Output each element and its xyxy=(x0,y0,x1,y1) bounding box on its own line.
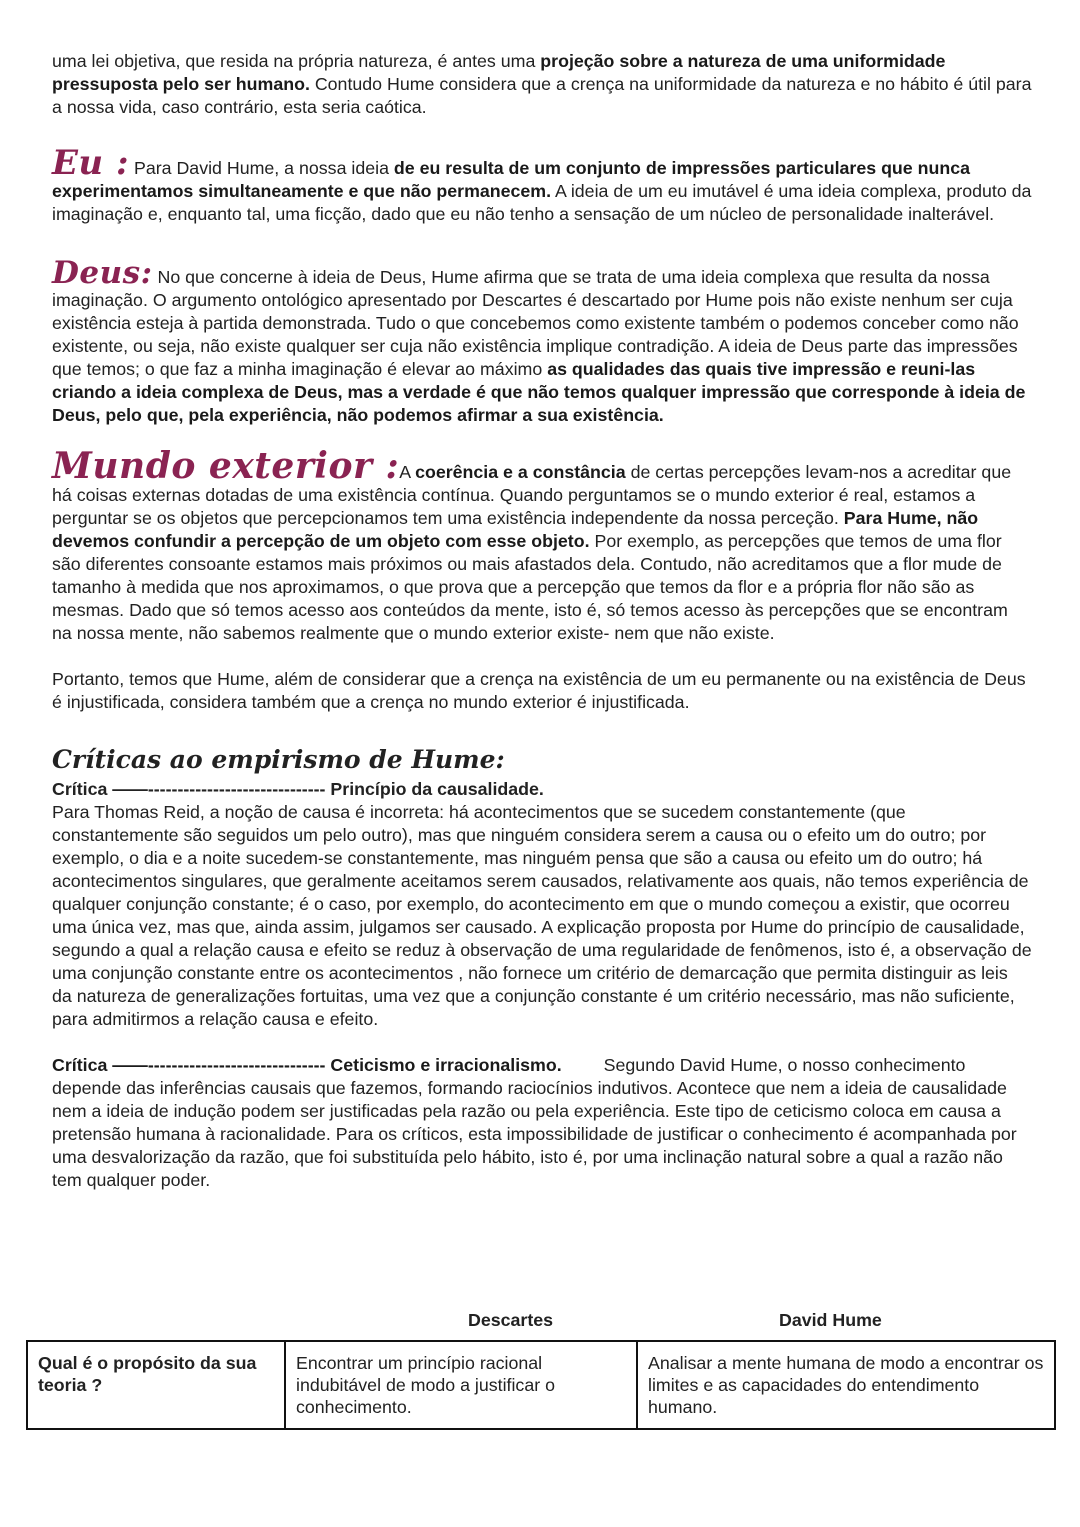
deus-bold: as qualidades das quais tive impressão e reuni-las criando a ideia complexa de Deus, mas a verdade é que não temos qualquer impressão que corresponde à ideia de Deus, pelo que, pela experiência, não podemos afirmar a sua existência. xyxy=(52,359,1026,425)
table-row xyxy=(27,1341,1055,1429)
critica-1-text: Para Thomas Reid, a noção de causa é incorreta: há acontecimentos que se sucedem constantemente (que constantemente são seguidos um pelo outro), mas que ninguém considera serem a causa ou o efeito um do outro; por exemplo, o dia e a noite sucedem-se constantemente, mas ninguém pensa que são a causa ou efeito um do outro; há acontecimentos singulares, que geralmente aceitamos serem causados, relativamente aos quais, não temos experiência de qualquer conjunção constante; é o caso, por exemplo, do acontecimento em que o mundo começou a existir, que ocorreu uma única vez, mas que, ainda assim, julgamos ser causado. A explicação proposta por Hume do princípio de causalidade, segundo a qual a relação causa e efeito se reduz à observação de uma regularidade de fenômenos, isto é, a observação de uma conjunção constante entre os acontecimentos , não fornece um critério de demarcação que permita distinguir as leis da natureza de generalizações fortuitas, uma vez que a conjunção constante é um critério necessário, mas não suficiente, para admitirmos a relação causa e efeito. xyxy=(52,802,1032,1029)
mundo-heading: Mundo exterior : xyxy=(52,445,400,487)
critica-1-label xyxy=(52,778,1032,801)
critica-2-text: Segundo David Hume, o nosso conhecimento depende das inferências causais que fazemos, formando raciocínios indutivos. Acontece que nem a ideia de causalidade nem a ideia de indução podem ser justificadas pela razão ou pela experiência. Este tipo de ceticismo coloca em causa a pretensão humana à racionalidade. Para os críticos, esta impossibilidade de justificar o conhecimento é acompanhada por uma desvalorização da razão, que foi substituída pelo hábito, isto é, por uma inclinação natural sobre a qual a razão não tem qualquer poder. xyxy=(52,1055,1017,1190)
mundo-text-2: de certas percepções levam-nos a acreditar que há coisas externas dotadas de uma existência contínua. Quando perguntamos se o mundo exterior é real, estamos a perguntar se os objetos que percepcionamos tem uma existência independente da nossa perceção. xyxy=(52,462,1012,528)
intro-bold: projeção sobre a natureza de uma uniformidade pressuposta pelo ser humano. xyxy=(52,51,946,94)
mundo-text: A xyxy=(399,462,416,482)
eu-text-2: A ideia de um eu imutável é uma ideia complexa, produto da imaginação e, enquanto tal, uma ficção, dado que eu não tenho a sensação de um núcleo de personalidade inalterável. xyxy=(52,181,1032,224)
deus-text: No que concerne à ideia de Deus, Hume afirma que se trata de uma ideia complexa que resulta da nossa imaginação. O argumento ontológico apresentado por Descartes é descartado por Hume pois não existe nenhum ser cuja existência esteja à partida demonstrada. Tudo o que concebemos como existente também o podemos conceber como não existente, ou seja, não existe qualquer ser cuja não existência implique contradição. A ideia de Deus parte das impressões que temos; o que faz a minha imaginação é elevar ao máximo xyxy=(52,267,1019,379)
comparison-table xyxy=(26,1340,1056,1430)
critica-1-heading: Crítica ——------------------------------ Princípio da causalidade. xyxy=(52,779,544,799)
critica-2-paragraph xyxy=(52,1054,1032,1192)
critica-2-heading: Crítica ——------------------------------ Ceticismo e irracionalismo. xyxy=(52,1055,562,1075)
col-header-hume: David Hume xyxy=(779,1310,882,1330)
mundo-bold: coerência e a constância xyxy=(415,462,626,482)
document-page xyxy=(52,50,1032,1192)
eu-paragraph xyxy=(52,143,1032,226)
mundo-text-3: Por exemplo, as percepções que temos de uma flor são diferentes consoante estamos mais próximos ou mais afastados dela. Contudo, não acreditamos que a flor mude de tamanho à medida que nos aproximamos, o que prova que a percepção que temos da flor e a própria flor não são as mesmas. Dado que só temos acesso aos conteúdos da mente, isto é, só temos acesso às percepções que se encontram na nossa mente, não sabemos realmente que o mundo exterior existe- nem que não existe. xyxy=(52,531,1008,643)
comparison-table-header xyxy=(0,1310,1080,1334)
intro-text-2: Contudo Hume considera que a crença na uniformidade da natureza e no hábito é útil para a nossa vida, caso contrário, esta seria caótica. xyxy=(52,74,1032,117)
cell-hume: Analisar a mente humana de modo a encontrar os limites e as capacidades do entendimento humano. xyxy=(637,1341,1055,1429)
mundo-paragraph xyxy=(52,445,1032,645)
eu-bold: de eu resulta de um conjunto de impressões particulares que nunca experimentamos simultaneamente e que não permanecem. xyxy=(52,158,970,201)
mundo-bold-2: Para Hume, não devemos confundir a percepção de um objeto com esse objeto. xyxy=(52,508,979,551)
cell-descartes: Encontrar um princípio racional indubitável de modo a justificar o conhecimento. xyxy=(285,1341,637,1429)
portanto-paragraph: Portanto, temos que Hume, além de considerar que a crença na existência de um eu permanente ou na existência de Deus é injustificada, considera também que a crença no mundo exterior é injustificada. xyxy=(52,669,1026,712)
row-question: Qual é o propósito da sua teoria ? xyxy=(27,1341,285,1429)
criticas-title: Críticas ao empirismo de Hume: xyxy=(52,745,505,774)
eu-text: Para David Hume, a nossa ideia xyxy=(129,158,394,178)
deus-paragraph xyxy=(52,255,1032,427)
col-header-descartes: Descartes xyxy=(468,1310,554,1330)
deus-heading: Deus: xyxy=(52,255,153,291)
eu-heading: Eu : xyxy=(52,143,130,183)
intro-text: uma lei objetiva, que resida na própria natureza, é antes uma xyxy=(52,51,541,71)
intro-paragraph xyxy=(52,50,1032,119)
